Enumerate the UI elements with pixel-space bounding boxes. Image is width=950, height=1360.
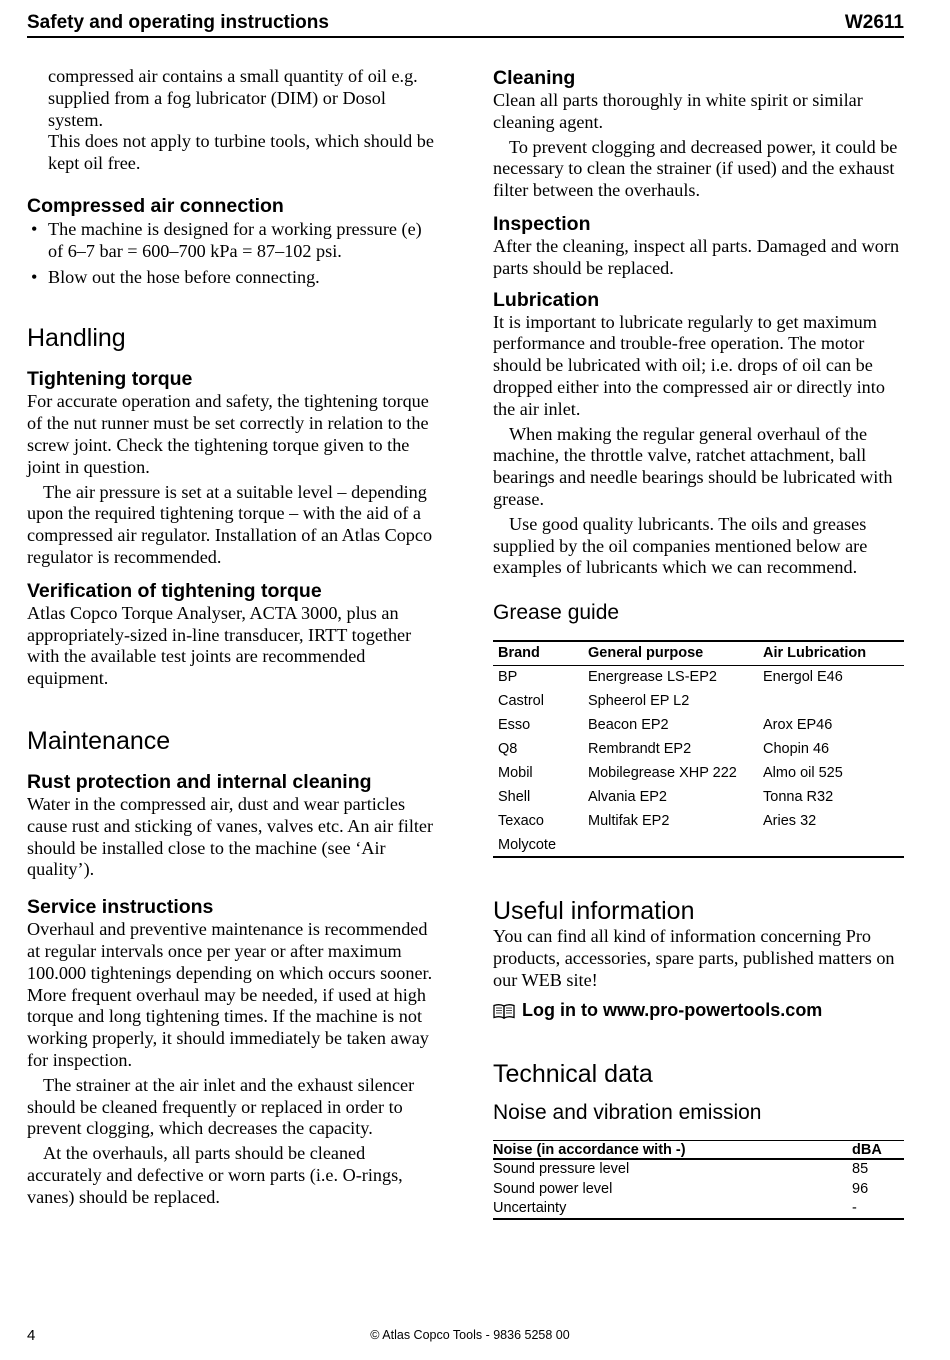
intro-paragraph-2: This does not apply to turbine tools, which should be kept oil free.	[48, 131, 434, 174]
table-row	[493, 689, 904, 713]
page-header	[27, 10, 904, 38]
handling-heading: Handling	[27, 324, 126, 353]
lubrication-heading: Lubrication	[493, 288, 600, 311]
table-row	[493, 713, 904, 737]
table-cell: 96	[852, 1180, 869, 1197]
verification-heading: Verification of tightening torque	[27, 579, 322, 602]
grease-guide-heading: Grease guide	[493, 601, 620, 625]
noise-table	[493, 1140, 904, 1220]
table-cell: Energol E46	[763, 669, 843, 686]
table-row	[493, 809, 904, 833]
noise-vibration-heading: Noise and vibration emission	[493, 1100, 762, 1124]
table-cell: Texaco	[498, 813, 544, 830]
inspection-heading: Inspection	[493, 212, 591, 235]
table-cell: Tonna R32	[763, 789, 834, 806]
inspection-paragraph: After the cleaning, inspect all parts. Damaged and worn parts should be replaced.	[493, 235, 900, 278]
header-title: Safety and operating instructions	[27, 12, 329, 33]
left-column	[27, 66, 439, 1208]
compressed-air-heading: Compressed air connection	[27, 194, 284, 217]
table-cell: Arox EP46	[763, 717, 833, 734]
table-cell: Castrol	[498, 693, 544, 710]
table-cell: Alvania EP2	[588, 789, 667, 806]
lubrication-paragraph-1: It is important to lubricate regularly to get maximum performance and trouble-free operation. The motor should be lubricated with oil; i.e. drops of oil can be dropped either into the compressed air or directly into the air inlet.	[493, 311, 885, 419]
table-cell: Multifak EP2	[588, 813, 670, 830]
table-cell: Uncertainty	[493, 1200, 567, 1217]
table-cell: Mobil	[498, 765, 533, 782]
technical-data-heading: Technical data	[493, 1059, 653, 1088]
column-header-brand: Brand	[493, 641, 583, 665]
table-row	[493, 761, 904, 785]
table-cell: Rembrandt EP2	[588, 741, 692, 758]
column-header-general-purpose: General purpose	[583, 641, 758, 665]
right-column	[493, 66, 904, 1220]
service-paragraph-1: Overhaul and preventive maintenance is recommended at regular intervals once per year or after maximum 100.000 tightenings depending on which occurs sooner. More frequent overhaul may be needed, if used at high torque and long tightening times. If the machine is not working properly, it should immediately be taken away for inspection.	[27, 919, 433, 1070]
cleaning-heading: Cleaning	[493, 67, 576, 89]
column-header-air-lubrication: Air Lubrication	[758, 641, 904, 665]
table-cell	[758, 833, 904, 857]
table-cell: Spheerol EP L2	[588, 693, 690, 710]
cleaning-paragraph-1: Clean all parts thoroughly in white spirit or similar cleaning agent.	[493, 90, 863, 132]
useful-information-paragraph: You can find all kind of information concerning Pro products, accessories, spare parts, published matters on our WEB site!	[493, 926, 895, 990]
table-row	[493, 1179, 904, 1199]
cleaning-paragraph-2: To prevent clogging and decreased power, it could be necessary to clean the strainer (if used) and the exhaust filter between the overhauls.	[493, 136, 898, 201]
table-cell: Sound power level	[493, 1180, 613, 1197]
table-cell: Chopin 46	[763, 741, 830, 758]
table-cell: Molycote	[498, 836, 557, 853]
table-cell: Energrease LS-EP2	[588, 669, 717, 686]
table-header-row	[493, 641, 904, 665]
rust-protection-heading: Rust protection and internal cleaning	[27, 770, 372, 793]
table-cell: Mobilegrease XHP 222	[588, 765, 737, 782]
column-header-dba: dBA	[852, 1140, 904, 1159]
intro-block	[27, 66, 439, 175]
table-row	[493, 785, 904, 809]
table-row	[493, 665, 904, 689]
grease-guide-table	[493, 640, 904, 858]
column-header-noise: Noise (in accordance with -)	[493, 1140, 852, 1159]
login-link[interactable]: Log in to www.pro-powertools.com	[522, 999, 823, 1020]
list-item: • The machine is designed for a working pressure (e) of 6–7 bar = 600–700 kPa = 87–102 psi.	[27, 219, 439, 263]
tightening-torque-heading: Tightening torque	[27, 368, 193, 391]
compressed-air-list	[27, 219, 439, 288]
table-cell: BP	[498, 669, 518, 686]
table-row	[493, 1199, 904, 1219]
page-number: 4	[27, 1327, 36, 1344]
maintenance-heading: Maintenance	[27, 726, 171, 755]
table-cell: Almo oil 525	[763, 765, 843, 782]
table-cell: Sound pressure level	[493, 1161, 630, 1178]
table-cell: Shell	[498, 789, 531, 806]
table-cell: -	[852, 1200, 857, 1217]
table-cell: Q8	[498, 741, 518, 758]
login-link-row[interactable]	[493, 999, 904, 1021]
service-paragraph-2: The strainer at the air inlet and the exhaust silencer should be cleaned frequently or replaced in order to prevent clogging, which decreases the capacity.	[27, 1074, 415, 1139]
lubrication-paragraph-2: When making the regular general overhaul of the machine, the throttle valve, ratchet attachment, ball bearings and needle bearings should be lubricated with grease.	[493, 423, 893, 509]
tightening-paragraph-2: The air pressure is set at a suitable level – depending upon the required tightening torque – with the aid of a compressed air regulator. Installation of an Atlas Copco regulator is recommended.	[27, 481, 433, 567]
table-row	[493, 1159, 904, 1179]
table-cell: 85	[852, 1161, 869, 1178]
list-item: • Blow out the hose before connecting.	[27, 267, 439, 289]
table-cell: Esso	[498, 717, 531, 734]
table-row	[493, 833, 904, 857]
table-cell	[583, 833, 758, 857]
service-instructions-heading: Service instructions	[27, 896, 214, 919]
table-cell: Beacon EP2	[588, 717, 669, 734]
service-paragraph-3: At the overhauls, all parts should be cleaned accurately and defective or worn parts (i.e. O-rings, vanes) should be replaced.	[27, 1143, 403, 1207]
verification-paragraph: Atlas Copco Torque Analyser, ACTA 3000, plus an appropriately-sized in-line transducer, IRTT together with the available test joints are recommended equipment.	[27, 602, 412, 689]
intro-paragraph-1: compressed air contains a small quantity of oil e.g. supplied from a fog lubricator (DIM) or Dosol system.	[48, 66, 418, 130]
book-icon	[493, 1002, 515, 1018]
table-cell: Aries 32	[763, 813, 817, 830]
lubrication-paragraph-3: Use good quality lubricants. The oils and greases supplied by the oil companies mentioned below are examples of lubricants which we can recommend.	[493, 513, 868, 578]
header-model: W2611	[844, 12, 904, 33]
table-row	[493, 737, 904, 761]
footer-copyright: © Atlas Copco Tools - 9836 5258 00	[370, 1328, 570, 1342]
tightening-paragraph-1: For accurate operation and safety, the tightening torque of the nut runner must be set correctly in relation to the screw joint. Check the tightening torque given to the joint in question.	[27, 391, 429, 477]
table-header-row	[493, 1140, 904, 1159]
rust-paragraph: Water in the compressed air, dust and wear particles cause rust and sticking of vanes, valves etc. An air filter should be installed close to the machine (see ‘Air quality’).	[27, 793, 434, 880]
useful-information-heading: Useful information	[493, 897, 695, 926]
table-cell	[758, 689, 904, 713]
